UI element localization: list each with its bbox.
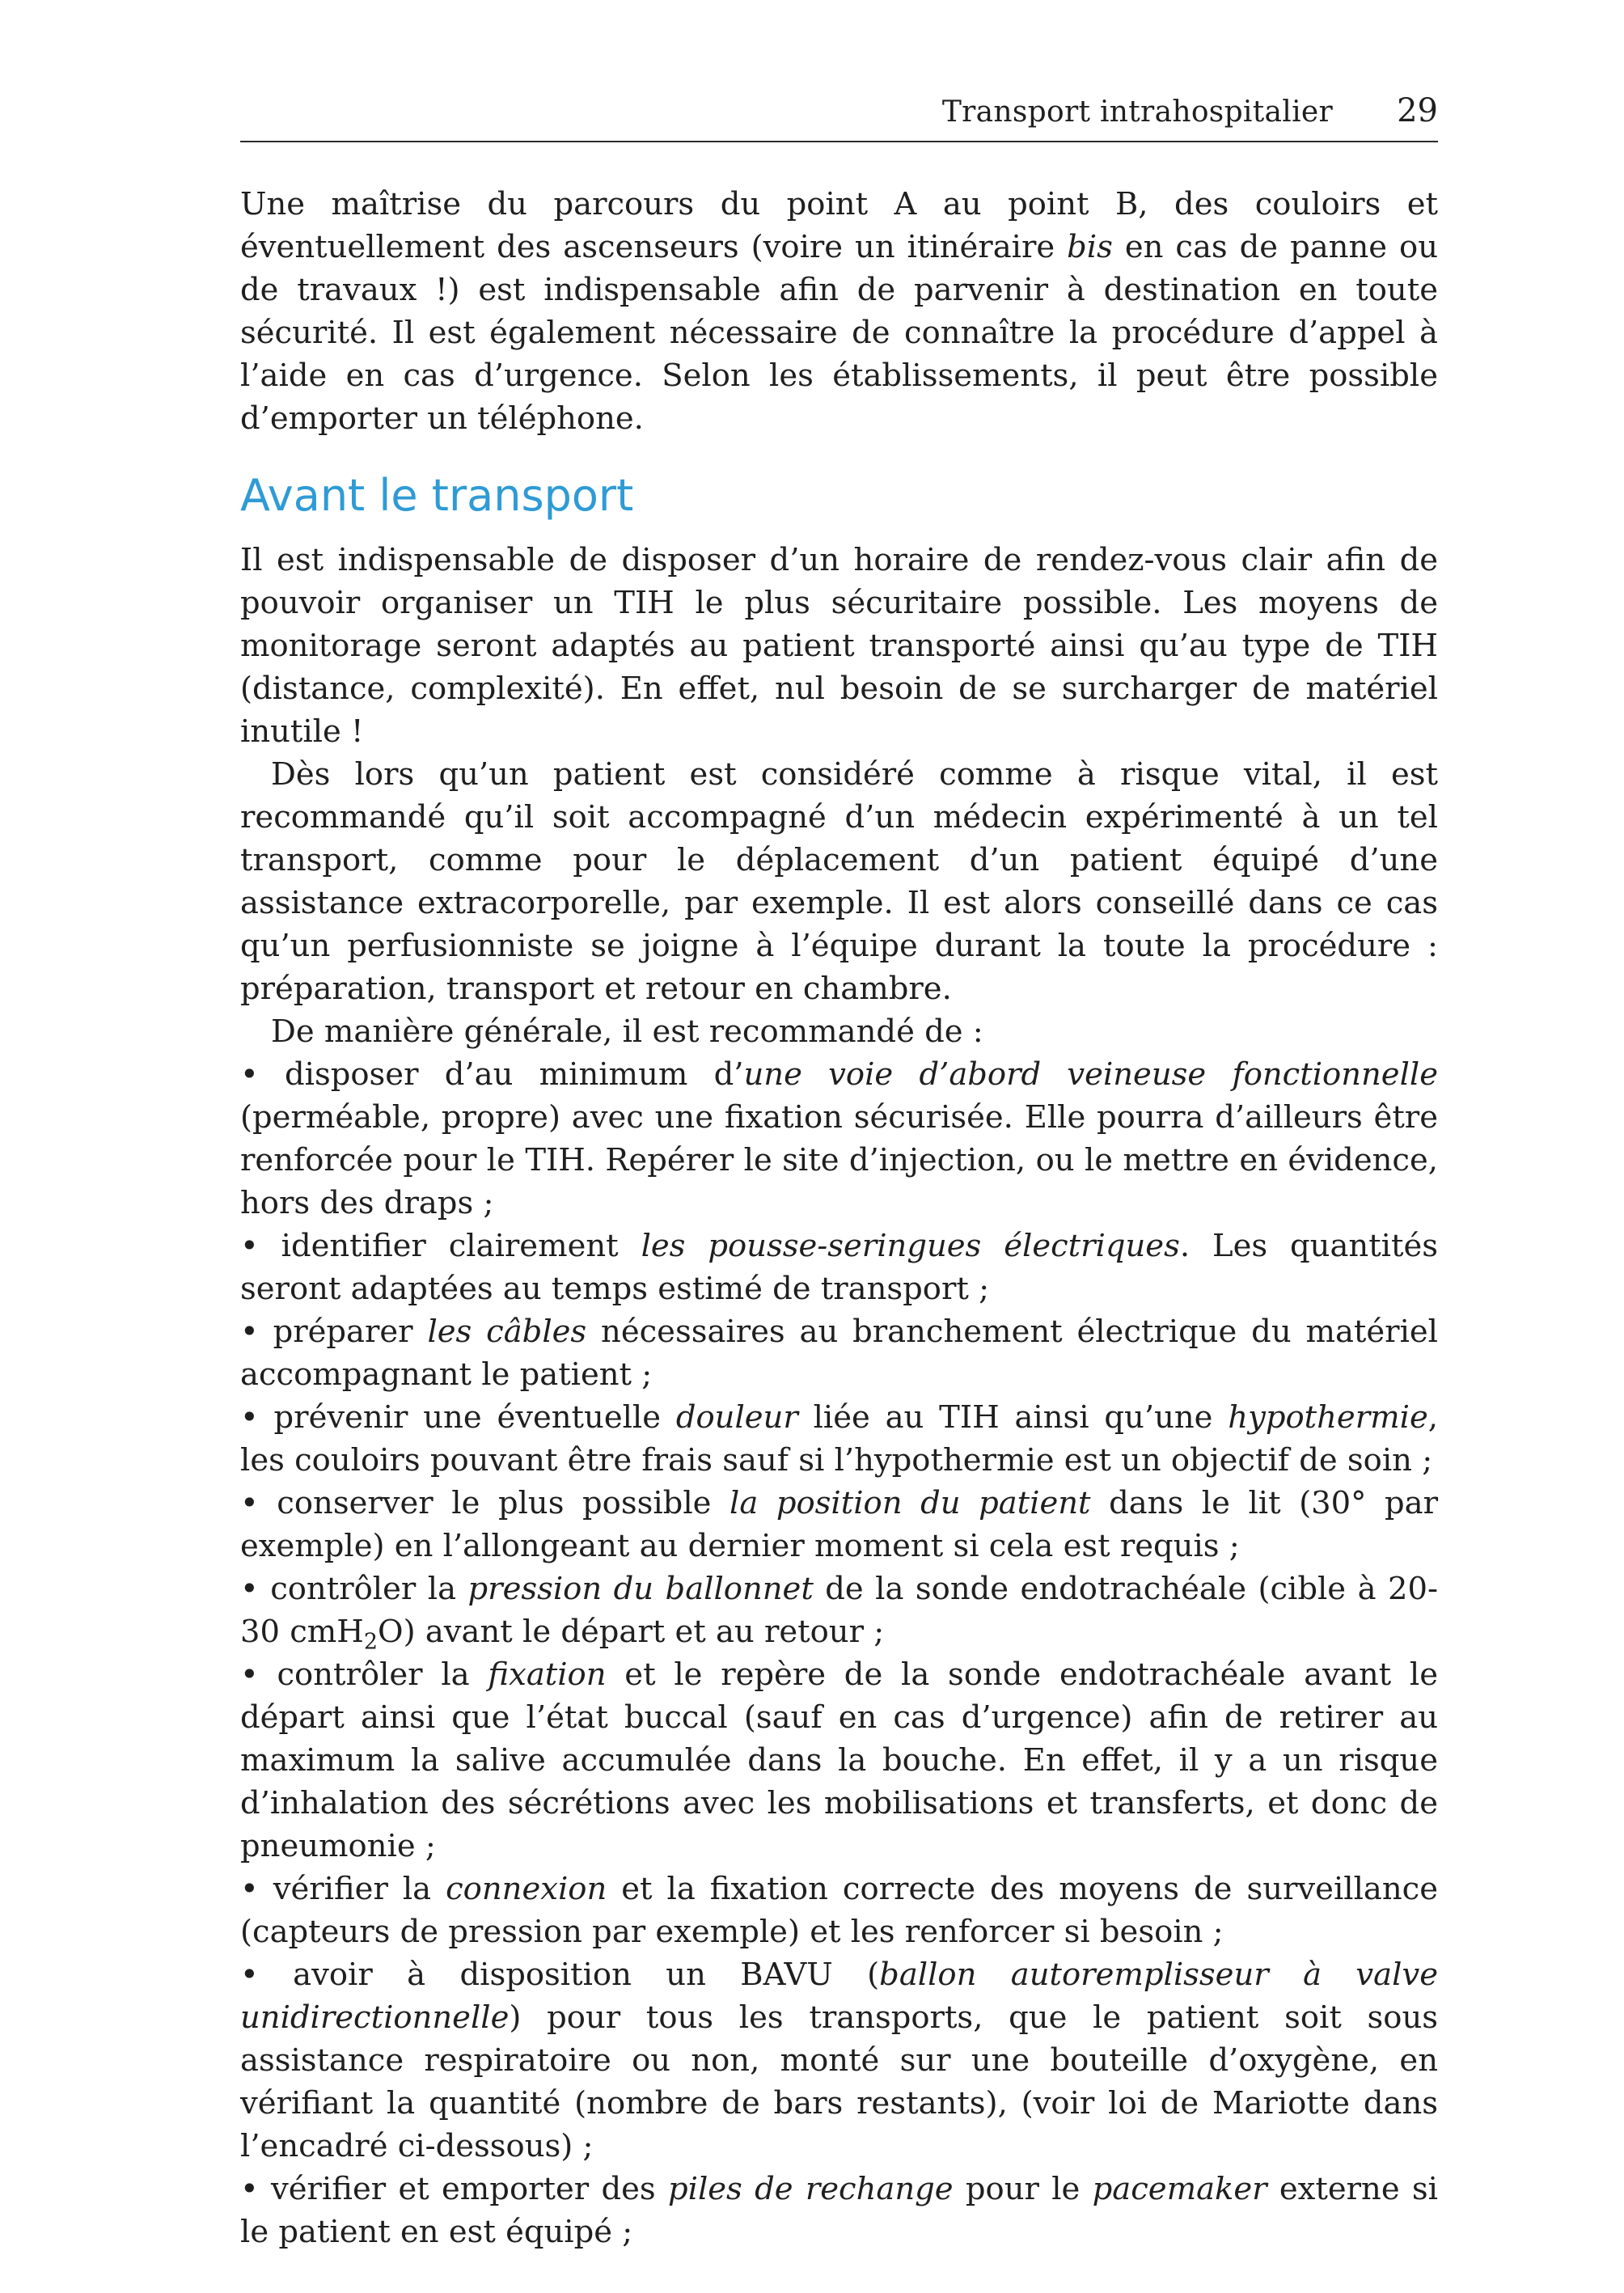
text-run: externe si le patient en est équipé ; [240, 2171, 1438, 2250]
text-run: dans le lit (30° par exemple) en l’allongeant au dernier moment si cela est requis ; [240, 1485, 1438, 1564]
section-paragraph-3: De manière générale, il est recommandé de : [271, 1013, 983, 1050]
running-head: Transport intrahospitalier [941, 95, 1333, 129]
list-item [240, 1868, 1438, 1953]
text-run: liée au TIH ainsi qu’une [797, 1399, 1229, 1436]
text-run: contrôler la [258, 1571, 468, 1607]
bullet-icon: • [240, 1314, 259, 1350]
list-item [240, 1310, 1438, 1396]
intro-paragraph [240, 183, 1438, 440]
section-body [240, 539, 1438, 2253]
italic-run: les câbles [427, 1314, 587, 1350]
text-run: conserver le plus possible [258, 1485, 730, 1521]
list-item [240, 1567, 1438, 1653]
italic-run: douleur [675, 1399, 798, 1436]
text-run: et la fixation correcte des moyens de surveillance (capteurs de pression par exemple) et les renforcer si besoin ; [240, 1871, 1438, 1950]
text-run: contrôler la [258, 1656, 488, 1693]
text-run: (perméable, propre) avec une fixation sécurisée. Elle pourra d’ailleurs être renforcée pour le TIH. Repérer le site d’injection, ou le mettre en évidence, hors des draps ; [240, 1099, 1438, 1221]
bullet-icon: • [240, 1228, 259, 1264]
italic-run: pression du ballonnet [467, 1571, 814, 1607]
italic-run: piles de rechange [668, 2171, 954, 2207]
italic-run: les pousse-seringues électriques [641, 1228, 1180, 1264]
text-run: préparer [258, 1314, 428, 1350]
text-run: Une maîtrise du parcours du point A au point B, des couloirs et éventuellement des ascenseurs (voire un itinéraire [240, 186, 1438, 265]
section-paragraph-2: Dès lors qu’un patient est considéré comme à risque vital, il est recommandé qu’il soit accompagné d’un médecin expérimenté à un tel transport, comme pour le déplacement d’un patient équipé d’une assistance extracorporelle, par exemple. Il est alors conseillé dans ce cas qu’un perfusionniste se joigne à l’équipe durant la toute la procédure : préparation, transport et retour en chambre. [240, 756, 1438, 1007]
italic-run: connexion [446, 1871, 607, 1907]
bullet-icon: • [240, 1656, 259, 1693]
italic-run: pacemaker [1092, 2171, 1267, 2207]
list-item [240, 1653, 1438, 1868]
list-item [240, 1396, 1438, 1482]
italic-run: une voie d’abord veineuse fonctionnelle [743, 1056, 1438, 1093]
bullet-icon: • [240, 1871, 259, 1907]
list-item [240, 2168, 1438, 2253]
italic-run: hypothermie [1228, 1399, 1428, 1436]
intro-paragraph-block [240, 183, 1438, 440]
bullet-icon: • [240, 1056, 259, 1093]
list-item [240, 1953, 1438, 2168]
subscript: 2 [363, 1629, 379, 1655]
text-run: de la sonde endotrachéale (cible à 20-30 cmH [240, 1571, 1438, 1650]
list-item [240, 1482, 1438, 1567]
text-run: disposer d’au minimum d’ [258, 1056, 744, 1093]
text-run: vérifier et emporter des [258, 2171, 668, 2207]
section-paragraph-1: Il est indispensable de disposer d’un horaire de rendez-vous clair afin de pouvoir organiser un TIH le plus sécuritaire possible. Les moyens de monitorage seront adaptés au patient transporté ainsi qu’au type de TIH (distance, complexité). En effet, nul besoin de se surcharger de matériel inutile ! [240, 542, 1438, 750]
text-run: O) avant le départ et au retour ; [378, 1614, 885, 1650]
italic-run: ballon autoremplisseur à valve unidirectionnelle [240, 1957, 1438, 2036]
bullet-icon: • [240, 1399, 259, 1436]
list-item [240, 1225, 1438, 1310]
section-heading: Avant le transport [240, 470, 634, 521]
text-run: avoir à disposition un BAVU ( [258, 1957, 880, 1993]
italic-run: bis [1067, 229, 1113, 265]
bullet-icon: • [240, 2171, 259, 2207]
bullet-icon: • [240, 1571, 259, 1607]
text-run: prévenir une éventuelle [258, 1399, 676, 1436]
text-run: identifier clairement [258, 1228, 641, 1264]
page-header [240, 89, 1438, 142]
bullet-icon: • [240, 1957, 259, 1993]
text-run: ) pour tous les transports, que le patient soit sous assistance respiratoire ou non, monté sur une bouteille d’oxygène, en vérifiant la quantité (nombre de bars restants), (voir loi de Mariotte dans l’encadré ci-dessous) ; [240, 1999, 1438, 2164]
bullet-icon: • [240, 1485, 259, 1521]
text-run: en cas de panne ou de travaux !) est indispensable afin de parvenir à destination en toute sécurité. Il est également nécessaire de connaître la procédure d’appel à l’aide en cas d’urgence. Selon les établissements, il peut être possible d’emporter un téléphone. [240, 229, 1438, 437]
text-run: , les couloirs pouvant être frais sauf si l’hypothermie est un objectif de soin ; [240, 1399, 1438, 1479]
text-run: et le repère de la sonde endotrachéale avant le départ ainsi que l’état buccal (sauf en cas d’urgence) afin de retirer au maximum la salive accumulée dans la bouche. En effet, il y a un risque d’inhalation des sécrétions avec les mobilisations et transferts, et donc de pneumonie ; [240, 1656, 1439, 1864]
recommendation-list [240, 1053, 1438, 2253]
text-run: . Les quantités seront adaptées au temps estimé de transport ; [240, 1228, 1439, 1307]
italic-run: la position du patient [730, 1485, 1091, 1521]
italic-run: fixation [488, 1656, 607, 1693]
list-item [240, 1053, 1438, 1225]
text-run: nécessaires au branchement électrique du matériel accompagnant le patient ; [240, 1314, 1438, 1393]
page-number: 29 [1397, 92, 1438, 129]
text-run: vérifier la [258, 1871, 446, 1907]
text-run: pour le [953, 2171, 1093, 2207]
